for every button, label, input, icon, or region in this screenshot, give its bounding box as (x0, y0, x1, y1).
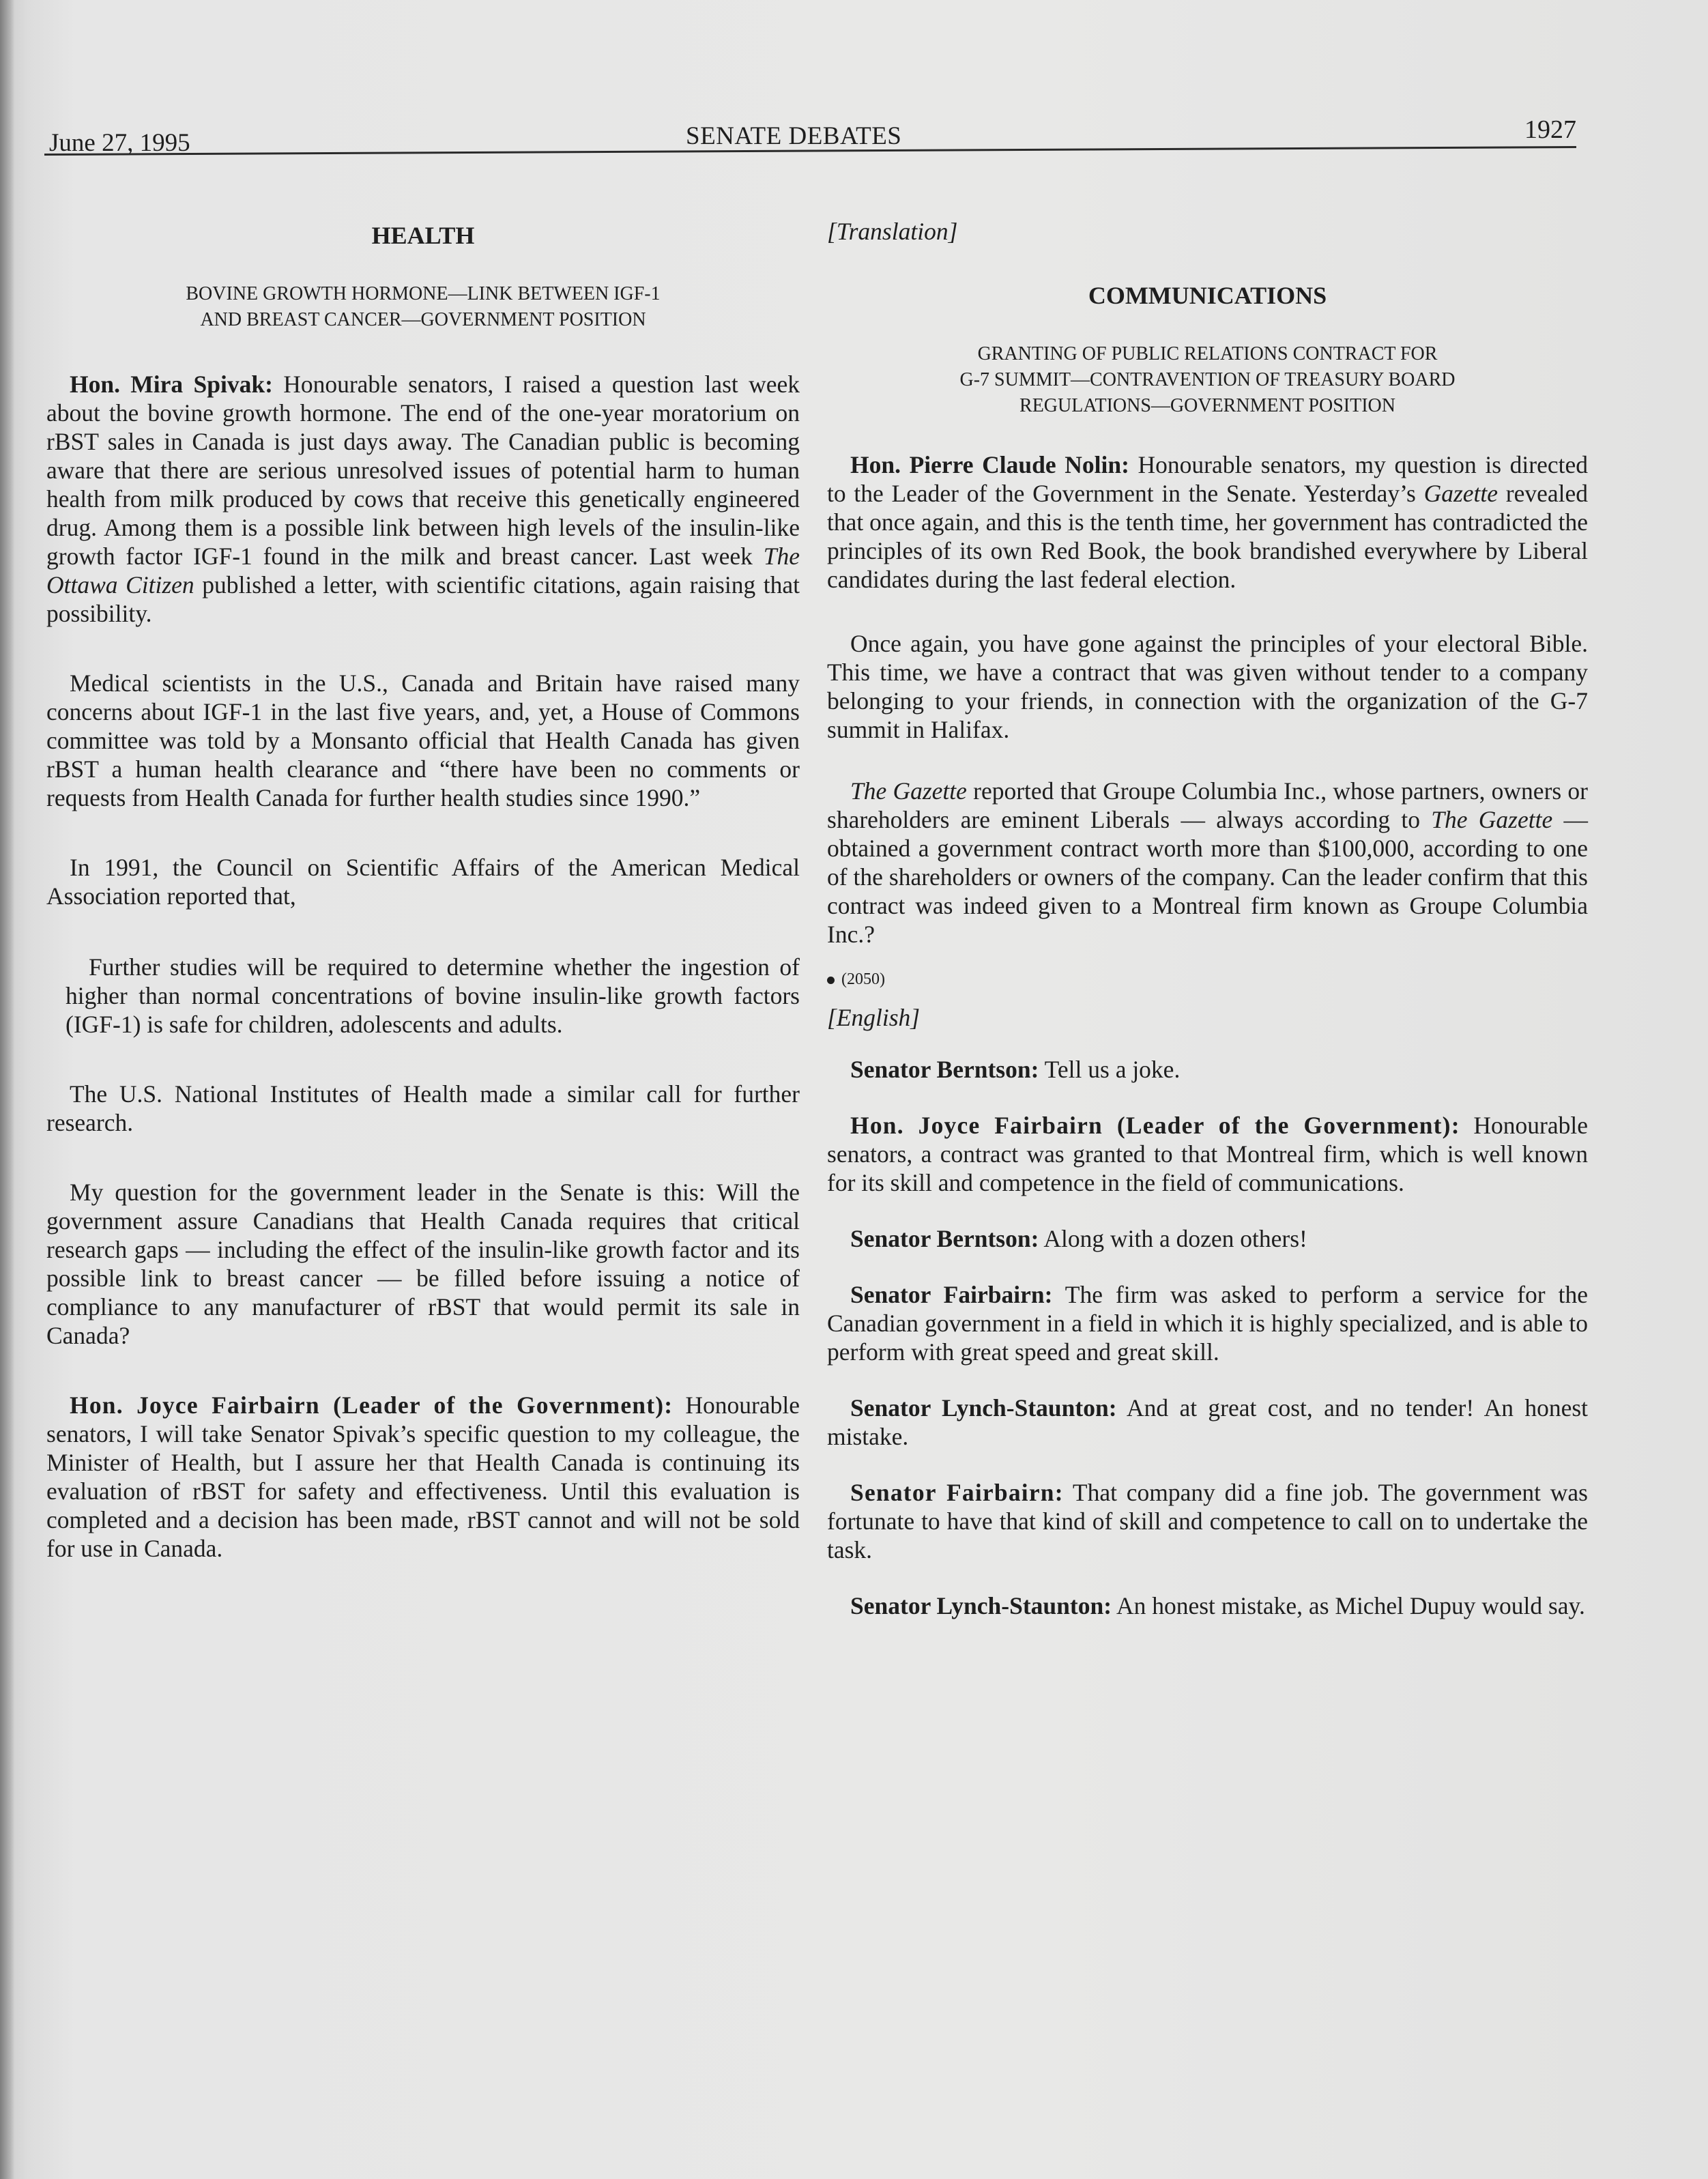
paragraph-lynch-staunton-cost (827, 1394, 1588, 1451)
paragraph-nolin-question (827, 450, 1588, 594)
paragraph-nih: The U.S. National Institutes of Health made a similar call for further research. (46, 1080, 800, 1136)
header-publication: SENATE DEBATES (686, 122, 902, 150)
paragraph-council-1991: In 1991, the Council on Scientific Affairs of the American Medical Association reported that, (46, 854, 800, 910)
paragraph-text: revealed that once again, and this is the tenth time, her government has contradicted the principles of its own Red Book, the book brandished everywhere by Liberal candidates during the last federal election. (827, 480, 1588, 593)
paragraph-text: Tell us a joke. (1039, 1056, 1181, 1083)
paragraph-text: Honourable senators, I raised a question last week about the bovine growth hormone. The end of the one-year moratorium on rBST sales in Canada is just days away. The Canadian public is becoming aware that there are serious unresolved issues of potential harm to human health from milk produced by cows that receive this genetically engineered drug. Among them is a possible link between high levels of the insulin-like growth factor IGF-1 found in the milk and breast cancer. Last week (46, 371, 800, 570)
paragraph-berntson-joke (827, 1055, 1588, 1084)
speaker-name: Senator Berntson: (850, 1056, 1039, 1083)
header-page-number: 1927 (1524, 115, 1576, 144)
translation-tag: [Translation] (827, 218, 958, 245)
paragraph-berntson-dozen (827, 1224, 1588, 1253)
paragraph-gazette-report (827, 777, 1588, 949)
speaker-name: Hon. Joyce Fairbairn (Leader of the Government): (70, 1391, 674, 1419)
subhead-line: GRANTING OF PUBLIC RELATIONS CONTRACT FOR (977, 343, 1438, 364)
paragraph-text: An honest mistake, as Michel Dupuy would say. (1112, 1592, 1585, 1619)
publication-name: The Ottawa Citizen (46, 543, 800, 598)
paragraph-text: — obtained a government contract worth more than $100,000, according to one of the shareholders or owners of the company. Can the leader confirm that this contract was indeed given to a Montreal firm known as Groupe Columbia Inc.? (827, 806, 1588, 948)
subhead-bovine-growth-hormone (46, 281, 800, 333)
section-title-health: HEALTH (371, 222, 475, 249)
paragraph-spivak-question (46, 370, 800, 628)
page-spine-shadow (0, 0, 15, 2179)
paragraph-lynch-staunton-dupuy (827, 1591, 1588, 1620)
paragraph-fairbairn-answer (46, 1391, 800, 1563)
paragraph-electoral-bible: Once again, you have gone against the principles of your electoral Bible. This time, we have a contract that was given without tender to a company belonging to your friends, in connection with the organization of the G-7 summit in Halifax. (827, 630, 1588, 743)
paragraph-text: And at great cost, and no tender! An honest mistake. (827, 1394, 1589, 1450)
speaker-name: Senator Lynch-Staunton: (850, 1592, 1112, 1619)
publication-name: The Gazette (850, 777, 967, 805)
publication-name: The Gazette (1431, 806, 1553, 833)
speaker-name: Senator Berntson: (850, 1225, 1039, 1252)
english-tag: [English] (827, 1004, 921, 1031)
header-date: June 27, 1995 (49, 129, 190, 157)
time-marker (827, 969, 1588, 990)
paragraph-spivak-final-question: My question for the government leader in the Senate is this: Will the government assure Canadians that Health Canada requires that critical research gaps — including the effect of the insulin-like growth factor and its possible link to breast cancer — be filled before issuing a notice of compliance to any manufacturer of rBST that would permit its sale in Canada? (46, 1179, 800, 1349)
speaker-name: Senator Fairbairn: (850, 1281, 1053, 1308)
paragraph-text: The firm was asked to perform a service for the Canadian government in a field in which it is highly specialized, and is able to perform with great speed and great skill. (827, 1281, 1588, 1366)
speaker-name: Hon. Joyce Fairbairn (Leader of the Government): (850, 1112, 1460, 1139)
section-title-communications: COMMUNICATIONS (1088, 282, 1327, 309)
subhead-line: REGULATIONS—GOVERNMENT POSITION (1019, 395, 1395, 416)
paragraph-medical-scientists: Medical scientists in the U.S., Canada and Britain have raised many concerns about IGF-1 in the last five years, and, yet, a House of Commons committee was told by a Monsanto official that Health Canada has given rBST a human health clearance and “there have been no comments or requests from Health Canada for further health studies since 1990.” (46, 669, 800, 811)
paragraph-text: That company did a fine job. The government was fortunate to have that kind of skill and competence to call on to undertake the task. (827, 1479, 1588, 1563)
speaker-name: Hon. Pierre Claude Nolin: (850, 451, 1129, 478)
publication-name: Gazette (1423, 480, 1499, 507)
subhead-line: G-7 SUMMIT—CONTRAVENTION OF TREASURY BOARD (959, 369, 1456, 390)
paragraph-fairbairn-fine-job (827, 1478, 1588, 1564)
bullet-icon (827, 977, 835, 984)
paragraph-text: Honourable senators, I will take Senator Spivak’s specific question to my colleague, the Minister of Health, but I assure her that Health Canada is continuing its evaluation of rBST for safety and effectiveness. Until this evaluation is completed and a decision has been made, rBST cannot and will not be sold for use in Canada. (46, 1391, 800, 1562)
paragraph-text: Along with a dozen others! (1039, 1225, 1307, 1252)
speaker-name: Senator Lynch-Staunton: (850, 1394, 1117, 1422)
subhead-g7-contract (827, 341, 1588, 419)
left-column (46, 218, 800, 1563)
paragraph-text: published a letter, with scientific citations, again raising that possibility. (46, 571, 800, 627)
subhead-line: AND BREAST CANCER—GOVERNMENT POSITION (200, 309, 646, 330)
right-column (827, 217, 1588, 1620)
block-quote-ama: Further studies will be required to determine whether the ingestion of higher than normal concentrations of bovine insulin-like growth factors (IGF-1) is safe for children, adolescents and adults. (66, 953, 800, 1038)
paragraph-fairbairn-service (827, 1280, 1588, 1366)
paragraph-text: Honourable senators, my question is directed to the Leader of the Government in the Senate. Yesterday’s (827, 451, 1588, 507)
paragraph-fairbairn-reply (827, 1111, 1588, 1197)
speaker-name: Senator Fairbairn: (850, 1479, 1064, 1506)
speaker-name: Hon. Mira Spivak: (70, 371, 273, 398)
paragraph-text: Honourable senators, a contract was granted to that Montreal firm, which is well known for its skill and competence in the field of communications. (827, 1112, 1588, 1196)
subhead-line: BOVINE GROWTH HORMONE—LINK BETWEEN IGF-1 (186, 283, 661, 304)
time-marker-text: (2050) (841, 970, 885, 988)
paragraph-text: reported that Groupe Columbia Inc., whose partners, owners or shareholders are eminent Liberals — always according to (827, 777, 1588, 833)
